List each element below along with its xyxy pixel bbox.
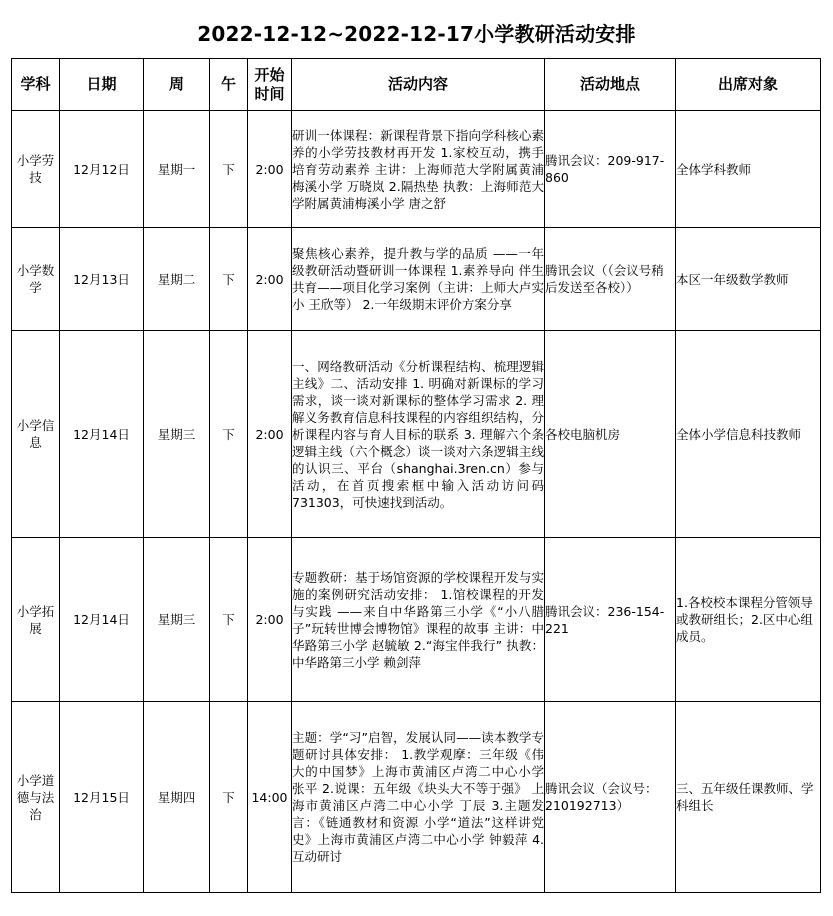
period-cell: 下 bbox=[210, 702, 248, 893]
table-row bbox=[12, 228, 821, 331]
header-start-time: 开始时间 bbox=[248, 59, 292, 111]
location-cell: 腾讯会议（会议号：210192713） bbox=[545, 702, 676, 893]
audience-cell: 1.各校校本课程分管领导或教研组长；2.区中心组成员。 bbox=[676, 538, 821, 702]
time-cell: 2:00 bbox=[248, 228, 292, 331]
content-cell: 主题：学“习”启智，发展认同——读本教学专题研讨具体安排： 1.教学观摩：三年级《伟大的中国梦》上海市黄浦区卢湾二中心小学 张平 2.说课：五年级《块头大不等于强》 上海市黄浦区卢湾二中心小学 丁辰 3.主题发言：《链通教材和资源 小学“道法”这样讲党史》上海市黄浦区卢湾二中心小学 钟毅萍 4.互动研讨 bbox=[292, 702, 545, 893]
subject-cell: 小学数学 bbox=[12, 228, 60, 331]
date-cell: 12月13日 bbox=[60, 228, 144, 331]
weekday-cell: 星期三 bbox=[144, 538, 210, 702]
content-cell: 研训一体课程：新课程背景下指向学科核心素养的小学劳技教材再开发 1.家校互动，携手培育劳动素养 主讲：上海师范大学附属黄浦梅溪小学 万晓岚 2.隔热垫 执教：上海师范大学附属黄浦梅溪小学 唐之舒 bbox=[292, 111, 545, 228]
time-cell: 2:00 bbox=[248, 331, 292, 538]
subject-cell: 小学劳技 bbox=[12, 111, 60, 228]
header-content: 活动内容 bbox=[292, 59, 545, 111]
content-cell: 一、网络教研活动《分析课程结构、梳理逻辑主线》二、活动安排 1. 明确对新课标的学习需求，谈一谈对新课标的整体学习需求 2. 理解义务教育信息科技课程的内容组织结构，分析课程内容与育人目标的联系 3. 理解六个条逻辑主线（六个概念）谈一谈对六条逻辑主线的认识三、平台（shanghai.3ren.cn）参与活动，在首页搜索框中输入活动访问码731303，可快速找到活动。 bbox=[292, 331, 545, 538]
subject-cell: 小学信息 bbox=[12, 331, 60, 538]
content-cell: 专题教研：基于场馆资源的学校课程开发与实施的案例研究活动安排： 1.馆校课程的开发与实践 ——来自中华路第三小学《“小八腊子”玩转世博会博物馆》课程的故事 主讲：中华路第三小学 赵毓敏 2.“海宝伴我行” 执教：中华路第三小学 赖剑萍 bbox=[292, 538, 545, 702]
weekday-cell: 星期一 bbox=[144, 111, 210, 228]
page-title: 2022-12-12~2022-12-17小学教研活动安排 bbox=[197, 22, 636, 46]
header-location: 活动地点 bbox=[545, 59, 676, 111]
audience-cell: 全体学科教师 bbox=[676, 111, 821, 228]
audience-cell: 全体小学信息科技教师 bbox=[676, 331, 821, 538]
table-row bbox=[12, 702, 821, 893]
time-cell: 2:00 bbox=[248, 538, 292, 702]
table-row bbox=[12, 331, 821, 538]
date-cell: 12月12日 bbox=[60, 111, 144, 228]
audience-cell: 本区一年级数学教师 bbox=[676, 228, 821, 331]
date-cell: 12月14日 bbox=[60, 331, 144, 538]
weekday-cell: 星期四 bbox=[144, 702, 210, 893]
table-row bbox=[12, 538, 821, 702]
content-cell: 聚焦核心素养，提升教与学的品质 ——一年级教研活动暨研训一体课程 1.素养导向 伴生共育——项目化学习案例（主讲：上师大卢实小 王欣等） 2.一年级期末评价方案分享 bbox=[292, 228, 545, 331]
header-period: 午 bbox=[210, 59, 248, 111]
location-cell: 腾讯会议：209-917-860 bbox=[545, 111, 676, 228]
period-cell: 下 bbox=[210, 331, 248, 538]
subject-cell: 小学拓展 bbox=[12, 538, 60, 702]
period-cell: 下 bbox=[210, 228, 248, 331]
audience-cell: 三、五年级任课教师、学科组长 bbox=[676, 702, 821, 893]
location-cell: 各校电脑机房 bbox=[545, 331, 676, 538]
header-date: 日期 bbox=[60, 59, 144, 111]
subject-cell: 小学道德与法治 bbox=[12, 702, 60, 893]
date-cell: 12月14日 bbox=[60, 538, 144, 702]
header-row bbox=[12, 59, 821, 111]
header-weekday: 周 bbox=[144, 59, 210, 111]
time-cell: 2:00 bbox=[248, 111, 292, 228]
period-cell: 下 bbox=[210, 538, 248, 702]
period-cell: 下 bbox=[210, 111, 248, 228]
date-cell: 12月15日 bbox=[60, 702, 144, 893]
location-cell: 腾讯会议：236-154-221 bbox=[545, 538, 676, 702]
weekday-cell: 星期三 bbox=[144, 331, 210, 538]
header-subject: 学科 bbox=[12, 59, 60, 111]
location-cell: 腾讯会议（（会议号稍后发送至各校）） bbox=[545, 228, 676, 331]
time-cell: 14:00 bbox=[248, 702, 292, 893]
table-row bbox=[12, 111, 821, 228]
schedule-table bbox=[11, 58, 821, 893]
weekday-cell: 星期二 bbox=[144, 228, 210, 331]
header-audience: 出席对象 bbox=[676, 59, 821, 111]
